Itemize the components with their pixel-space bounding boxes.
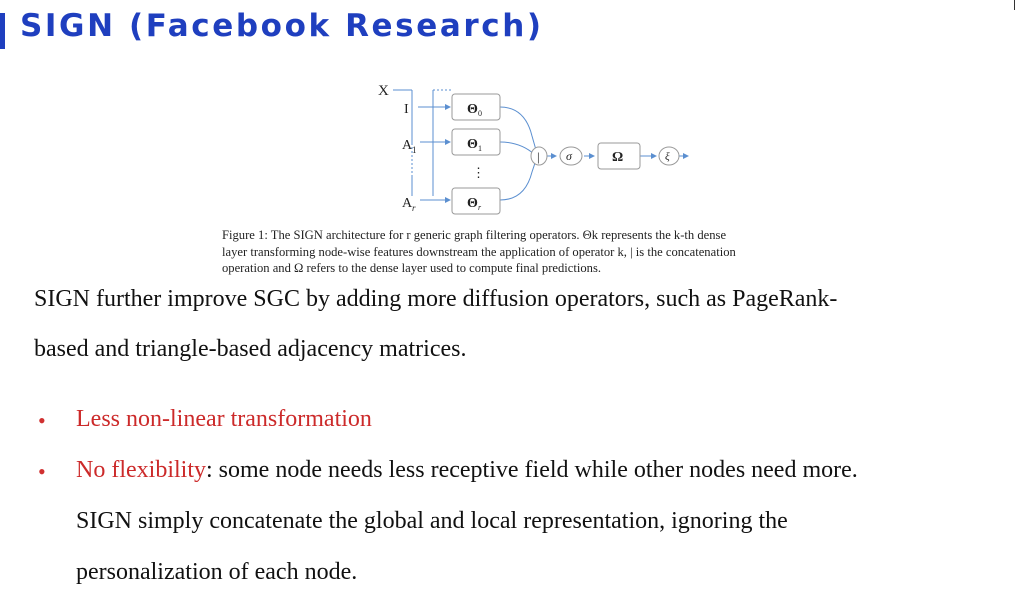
bullet-2-text (76, 457, 858, 484)
sigma-symbol: σ (566, 149, 572, 163)
caption-line: operation and Ω refers to the dense layer used to compute final predictions. (222, 261, 601, 275)
caption-line: Figure 1: The SIGN architecture for r generic graph filtering operators. Θk represents the k-th dense (222, 228, 727, 242)
theta-r-label: Θ (467, 196, 478, 211)
operator-i-label: I (404, 102, 409, 117)
sign-architecture-diagram (360, 76, 700, 220)
operator-a1-label: A (402, 138, 413, 153)
figure-caption (222, 227, 862, 277)
bullet-marker: • (38, 408, 46, 433)
xi-symbol: ξ (665, 151, 670, 163)
bullet-2-rest: : some node needs less receptive field while other nodes need more. (205, 457, 858, 483)
bullet-1-highlight: Less non-linear transformation (76, 406, 372, 432)
caption-line: layer transforming node-wise features downstream the application of operator k, | is the concatenation (222, 244, 736, 259)
theta-r-subscript: r (478, 203, 482, 212)
title-accent-bar (0, 13, 5, 49)
ellipsis-label: ⋮ (472, 165, 485, 180)
operator-ar-label: A (402, 196, 413, 211)
concat-symbol: | (537, 149, 540, 164)
operator-ar-subscript: r (412, 203, 416, 213)
paragraph-line-2: based and triangle-based adjacency matrices. (34, 336, 467, 362)
continuation-line-2: personalization of each node. (76, 559, 358, 585)
paragraph-line-1: SIGN further improve SGC by adding more diffusion operators, such as PageRank- (34, 286, 838, 312)
theta-0-subscript: 0 (478, 109, 482, 118)
bullet-1-text (76, 406, 372, 433)
omega-symbol: Ω (612, 150, 624, 165)
theta-1-subscript: 1 (478, 144, 482, 153)
slide-title: SIGN (Facebook Research) (20, 8, 544, 44)
operator-a1-subscript: 1 (412, 145, 417, 155)
bullet-2-highlight: No flexibility (76, 457, 206, 483)
continuation-line-1: SIGN simply concatenate the global and local representation, ignoring the (76, 508, 788, 534)
bullet-marker: • (38, 459, 46, 484)
theta-1-label: Θ (467, 137, 478, 152)
theta-0-label: Θ (467, 102, 478, 117)
input-x-label: X (378, 83, 389, 99)
corner-mark (1014, 0, 1015, 10)
